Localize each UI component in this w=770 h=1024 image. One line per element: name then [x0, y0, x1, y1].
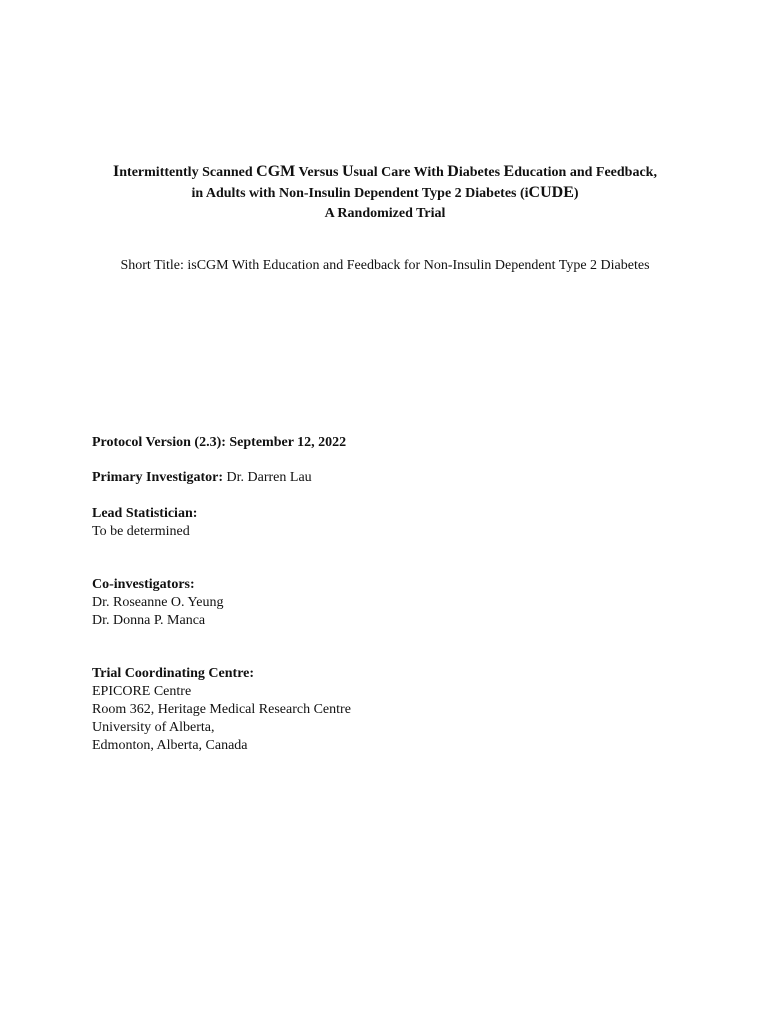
document-title	[60, 162, 710, 224]
trial-coordinating-centre	[92, 665, 351, 755]
co-investigator-name: Dr. Roseanne O. Yeung	[92, 595, 224, 610]
title-part: ducation and Feedback,	[514, 165, 657, 180]
protocol-version: Protocol Version (2.3): September 12, 2022	[92, 435, 347, 450]
trial-centre-line: EPICORE Centre	[92, 684, 192, 699]
title-line-1	[60, 162, 710, 183]
lead-statistician	[92, 505, 197, 541]
trial-centre-line: Room 362, Heritage Medical Research Centre	[92, 702, 351, 717]
title-acronym: CUDE	[528, 184, 574, 201]
primary-investigator	[92, 469, 312, 487]
title-part: D	[447, 163, 459, 180]
title-part: E	[503, 163, 515, 180]
co-investigators	[92, 576, 223, 630]
title-line-2	[60, 183, 710, 204]
title-part: Versus	[295, 165, 342, 180]
title-part: U	[341, 163, 354, 180]
title-part: sual Care With	[353, 165, 448, 180]
title-part: iabetes	[458, 165, 504, 180]
co-investigators-label: Co-investigators:	[92, 577, 195, 592]
co-investigator-name: Dr. Donna P. Manca	[92, 613, 206, 628]
trial-centre-label: Trial Coordinating Centre:	[92, 666, 255, 681]
short-title: Short Title: isCGM With Education and Feedback for Non-Insulin Dependent Type 2 Diabetes	[120, 258, 650, 273]
title-part: CGM	[256, 163, 296, 180]
title-line-2-suffix: )	[573, 186, 579, 201]
title-line-2-prefix: in Adults with Non-Insulin Dependent Type 2 Diabetes (i	[191, 186, 529, 201]
title-part: I	[113, 163, 120, 180]
trial-centre-line: University of Alberta,	[92, 720, 215, 735]
primary-investigator-value: Dr. Darren Lau	[223, 470, 312, 485]
lead-statistician-label: Lead Statistician:	[92, 506, 198, 521]
title-line-3: A Randomized Trial	[324, 206, 446, 221]
primary-investigator-label: Primary Investigator:	[92, 470, 224, 485]
trial-centre-line: Edmonton, Alberta, Canada	[92, 738, 248, 753]
title-part: ntermittently Scanned	[119, 165, 257, 180]
lead-statistician-value: To be determined	[92, 524, 190, 539]
